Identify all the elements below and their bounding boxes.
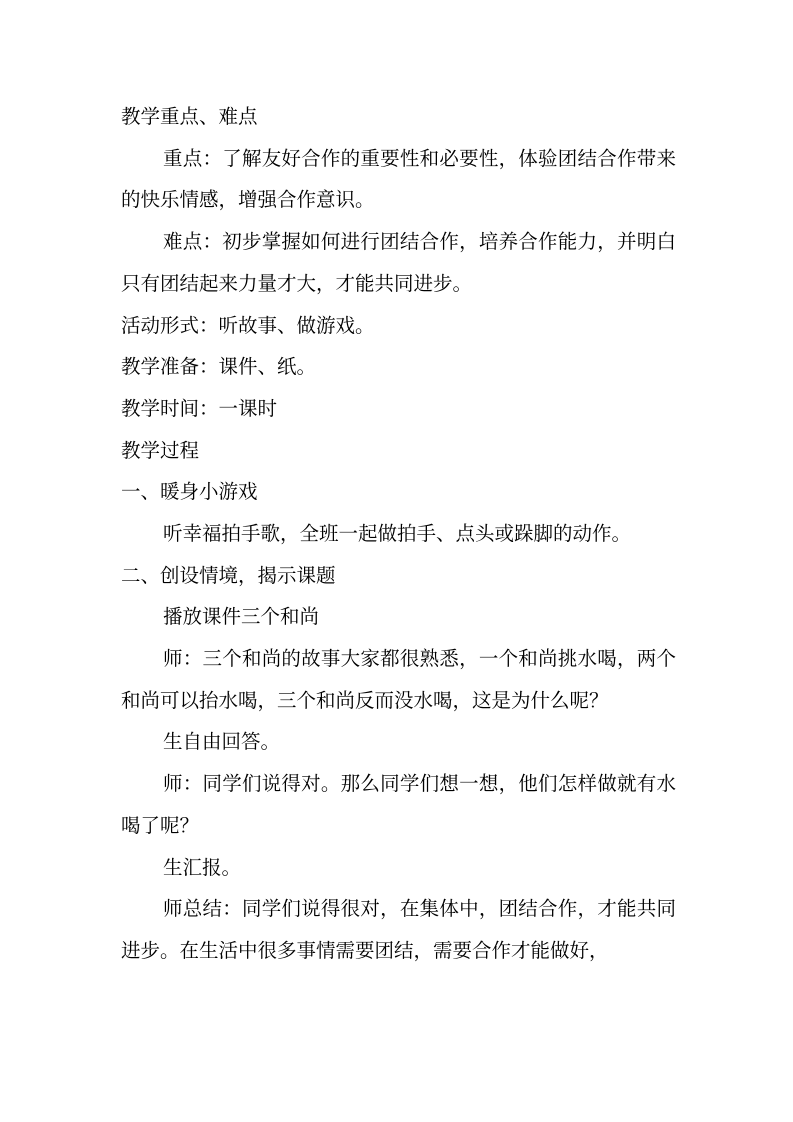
paragraph-teacher-question-2: 师：同学们说得对。那么同学们想一想，他们怎样做就有水喝了呢？ — [121, 772, 676, 837]
section-heading-create-scenario: 二、创设情境，揭示课题 — [121, 563, 336, 587]
paragraph-student-report: 生汇报。 — [163, 855, 242, 879]
paragraph-play-courseware: 播放课件三个和尚 — [163, 605, 320, 629]
section-heading-key-points: 教学重点、难点 — [121, 105, 258, 128]
paragraph-teacher-question-1: 师：三个和尚的故事大家都很熟悉，一个和尚挑水喝，两个和尚可以抬水喝，三个和尚反而没水喝，这是为什么呢？ — [121, 647, 676, 712]
activity-form-line: 活动形式：听故事、做游戏。 — [121, 313, 375, 337]
paragraph-key-point: 重点：了解友好合作的重要性和必要性，体验团结合作带来的快乐情感，增强合作意识。 — [121, 146, 676, 212]
section-heading-warmup-game: 一、暖身小游戏 — [121, 480, 258, 504]
paragraph-warmup-description: 听幸福拍手歌，全班一起做拍手、点头或跺脚的动作。 — [163, 521, 632, 545]
document-page — [121, 96, 676, 972]
section-heading-teaching-process: 教学过程 — [121, 438, 200, 462]
paragraph-student-answer-1: 生自由回答。 — [163, 730, 281, 754]
paragraph-difficult-point: 难点：初步掌握如何进行团结合作，培养合作能力，并明白只有团结起来力量才大，才能共同进步。 — [121, 230, 676, 295]
paragraph-teacher-summary: 师总结：同学们说得很对，在集体中，团结合作，才能共同进步。在生活中很多事情需要团结，需要合作才能做好， — [121, 897, 676, 962]
teaching-preparation-line: 教学准备：课件、纸。 — [121, 355, 317, 379]
teaching-time-line: 教学时间：一课时 — [121, 396, 278, 420]
